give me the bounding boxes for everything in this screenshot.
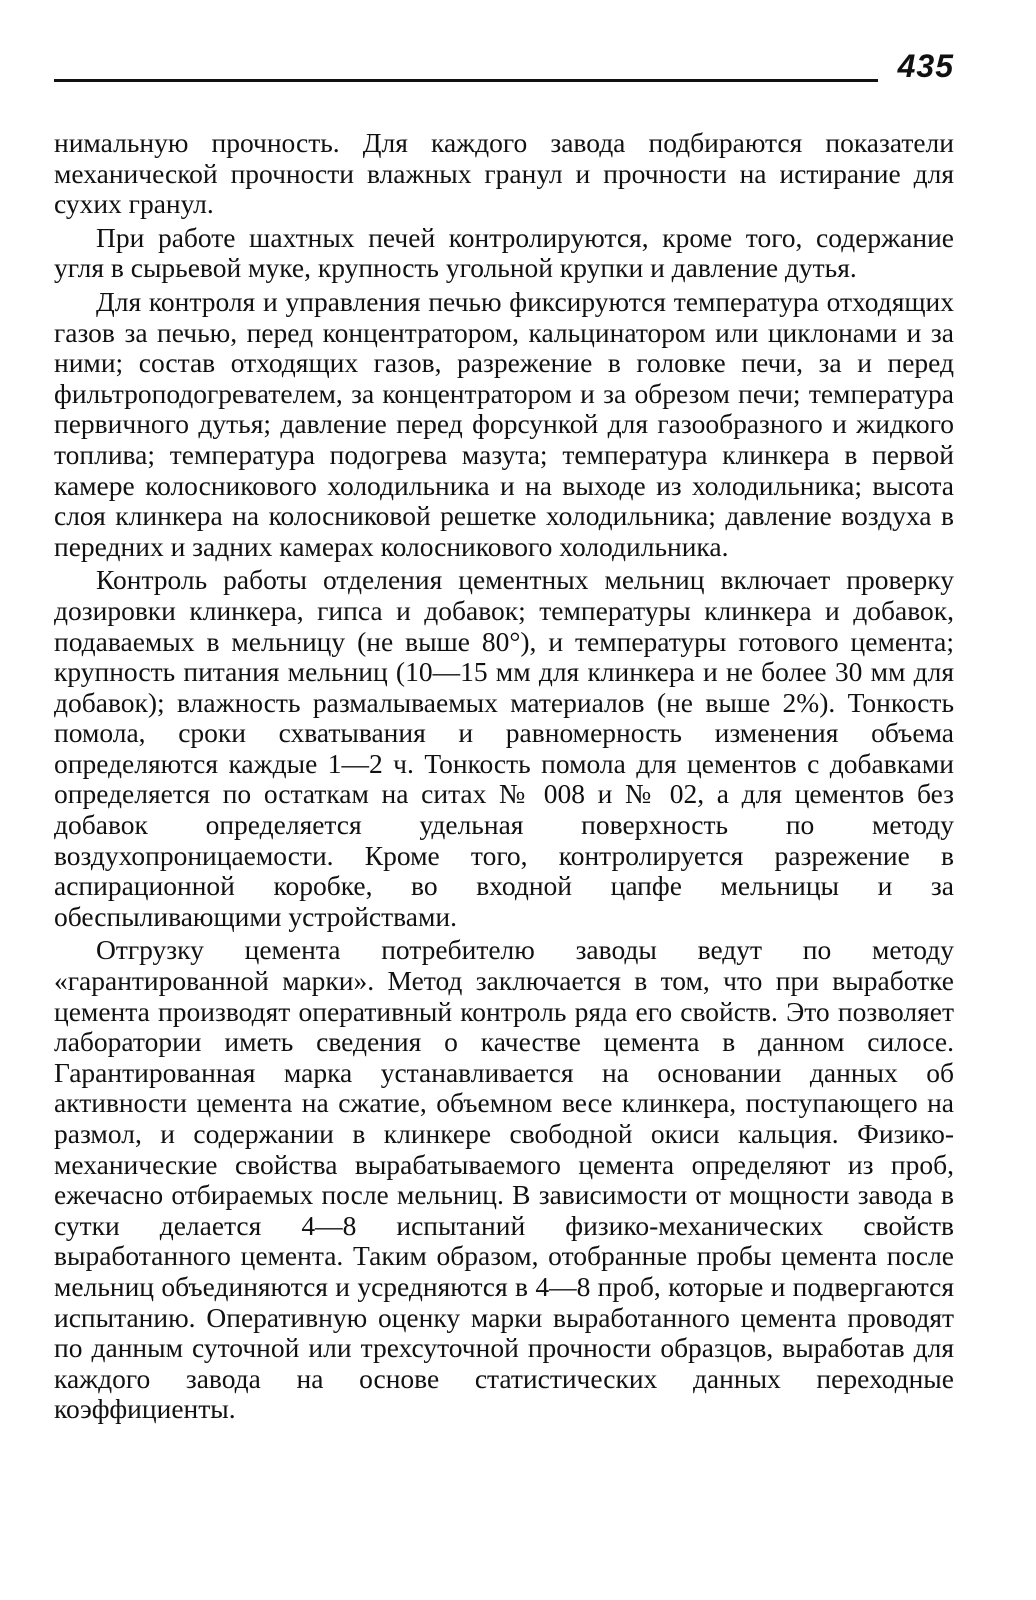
header-rule <box>54 79 878 82</box>
page-number: 435 <box>897 48 954 84</box>
paragraph-guaranteed-grade: Отгрузку цемента потребителю заводы ведут по методу «гарантированной марки». Метод заключается в том, что при выработке цемента производят оперативный контроль ряда его свойств. Это позволяет лаборатории иметь сведения о качестве цемента в данном силосе. Гарантированная марка устанавливается на основании данных об активности цемента на сжатие, объемном весе клинкера, поступающего на размол, и содержании в клинкере свободной окиси кальция. Физико-механические свойства вырабатываемого цемента определяют из проб, ежечасно отбираемых после мельниц. В зависимости от мощности завода в сутки делается 4—8 испытаний физико-механических свойств выработанного цемента. Таким образом, отобранные пробы цемента после мельниц объединяются и усредняются в 4—8 проб, которые и подвергаются испытанию. Оперативную оценку марки выработанного цемента проводят по данным суточной или трехсуточной прочности образцов, выработав для каждого завода на основе статистических данных переходные коэффициенты. <box>54 934 954 1425</box>
body-text <box>54 128 954 1425</box>
running-header <box>54 42 954 88</box>
paragraph-kiln-control: Для контроля и управления печью фиксируются температура отходящих газов за печью, перед концентратором, кальцинатором или циклонами и за ними; состав отходящих газов, разрежение в головке печи, за и перед фильтроподогревателем, за концентратором и за обрезом печи; температура первичного дутья; давление перед форсункой для газообразного и жидкого топлива; температура подогрева мазута; температура клинкера в первой камере колосникового холодильника и на выходе из холодильника; высота слоя клинкера на колосниковой решетке холодильника; давление воздуха в передних и задних камерах колосникового холодильника. <box>54 285 954 562</box>
paragraph-cement-mills: Контроль работы отделения цементных мельниц включает проверку дозировки клинкера, гипса и добавок; температуры клинкера и добавок, подаваемых в мельницу (не выше 80°), и температуры готового цемента; крупность питания мельниц (10—15 мм для клинкера и не более 30 мм для добавок); влажность размалываемых материалов (не выше 2%). Тонкость помола, сроки схватывания и равномерность изменения объема определяются каждые 1—2 ч. Тонкость помола для цементов с добавками определяется по остаткам на ситах № 008 и № 02, а для цементов без добавок определяется удельная поверхность по методу воздухопроницаемости. Кроме того, контролируется разрежение в аспирационной коробке, во входной цапфе мельницы и за обеспыливающими устройствами. <box>54 564 954 932</box>
paragraph-shaft-kilns: При работе шахтных печей контролируются, кроме того, содержание угля в сырьевой муке, крупность угольной крупки и давление дутья. <box>54 221 954 284</box>
paragraph-continued: нимальную прочность. Для каждого завода подбираются показатели механической прочности влажных гранул и прочности на истирание для сухих гранул. <box>54 127 954 220</box>
